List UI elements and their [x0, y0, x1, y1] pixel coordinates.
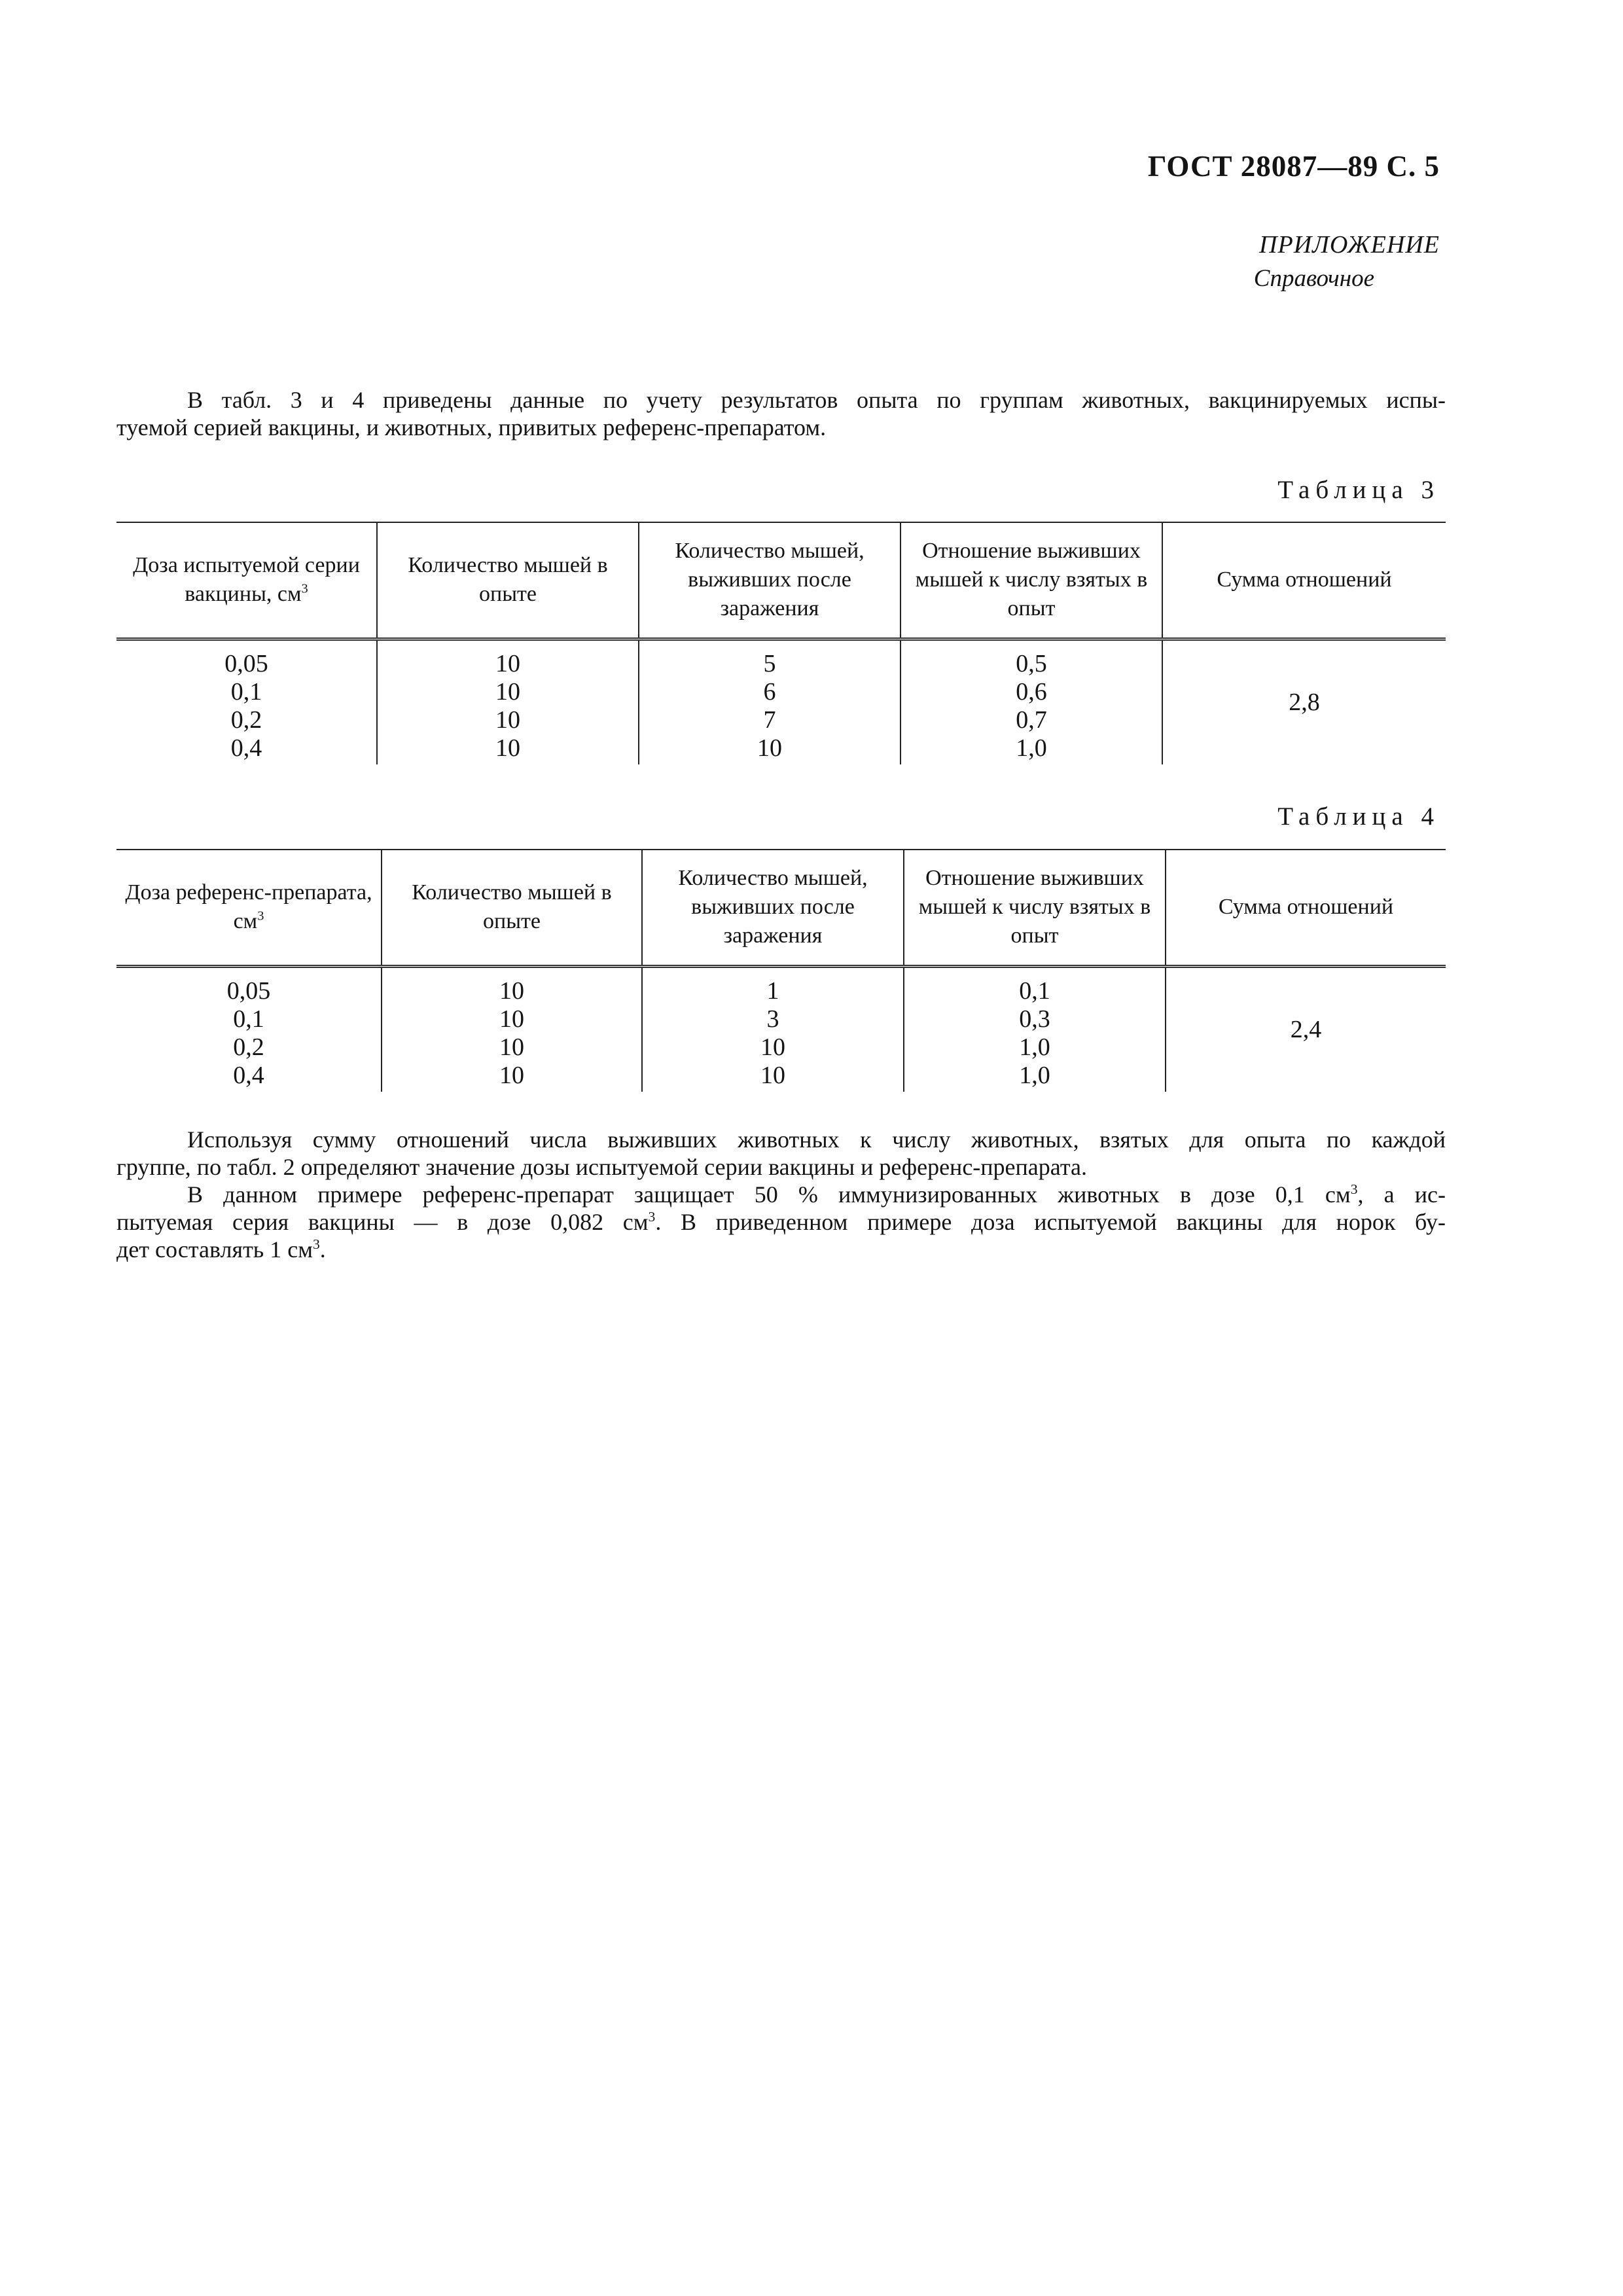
table-cell: 0,1 [1019, 977, 1050, 1005]
conclusion-text [116, 1126, 1446, 1263]
table4-header-ratio: Отношение выживших мышей к числу взятых в опыт [904, 850, 1166, 966]
table3-header-ratio: Отношение выживших мышей к числу взятых в опыт [901, 522, 1162, 639]
table-cell: 5 [763, 649, 776, 677]
appendix-sublabel: Справочное [1253, 265, 1374, 292]
table4-dose-column [116, 966, 382, 1092]
table-cell: 10 [757, 734, 782, 762]
table4-header-row [116, 850, 1446, 966]
table4-header-mice: Количество мышей в опыте [382, 850, 642, 966]
table3-survived-column [639, 639, 901, 764]
table4-header-sum: Сумма отношений [1166, 850, 1446, 966]
table-cell: 10 [499, 1005, 524, 1033]
table-cell: 10 [495, 649, 520, 677]
table-cell: 0,3 [1019, 1005, 1050, 1033]
table3-header-mice: Количество мышей в опыте [377, 522, 639, 639]
intro-line-1: В табл. 3 и 4 приведены данные по учету результатов опыта по группам животных, вакцинируемых испы- [187, 387, 1446, 413]
table-cell: 10 [499, 1033, 524, 1061]
table-4 [116, 849, 1446, 1092]
table3-header-row [116, 522, 1446, 639]
table-cell: 1,0 [1016, 734, 1047, 762]
table4-header-dose: Доза референс-препарата, $см^3$ [116, 850, 382, 966]
table-cell: 10 [495, 706, 520, 734]
conclusion-p2-line-1: В данном примере референс-препарат защищает 50 % иммунизированных животных в дозе 0,1 $см^3$, а ис- [187, 1181, 1446, 1208]
conclusion-p1-line-2: группе, по табл. 2 определяют значение дозы испытуемой серии вакцины и референс-препарата. [116, 1154, 1087, 1180]
table3-mice-column [377, 639, 639, 764]
table-cell: 6 [763, 677, 776, 706]
table-cell: 10 [495, 734, 520, 762]
table3-sum-cell: 2,8 [1162, 639, 1446, 764]
table-cell: 0,05 [224, 649, 268, 677]
conclusion-p2-line-3: дет составлять 1 $см^3$. [116, 1236, 326, 1263]
table3-header-survived: Количество мышей, выживших после заражения [639, 522, 901, 639]
table3-ratio-column [901, 639, 1162, 764]
table3-header-dose: Доза испытуемой серии вакцины, $см^3$ [116, 522, 377, 639]
table-cell: 0,1 [233, 1005, 264, 1033]
table-cell: 1 [766, 977, 779, 1005]
table-cell: 10 [760, 1033, 785, 1061]
conclusion-p1-line-1: Используя сумму отношений числа выживших животных к числу животных, взятых для опыта по каждой [187, 1126, 1446, 1153]
table4-ratio-column [904, 966, 1166, 1092]
table-cell: 1,0 [1019, 1033, 1050, 1061]
table-cell: 0,4 [230, 734, 262, 762]
table4-survived-column [642, 966, 904, 1092]
table-cell: 0,2 [230, 706, 262, 734]
table-cell: 7 [763, 706, 776, 734]
table-cell: 10 [499, 1061, 524, 1089]
table-cell: 0,5 [1016, 649, 1047, 677]
table-cell: 10 [495, 677, 520, 706]
table-cell: 0,7 [1016, 706, 1047, 734]
table-cell: 0,1 [230, 677, 262, 706]
table-cell: 3 [766, 1005, 779, 1033]
table-cell: 10 [760, 1061, 785, 1089]
table-cell: 1,0 [1019, 1061, 1050, 1089]
intro-line-2: туемой серией вакцины, и животных, привитых референс-препаратом. [116, 414, 827, 440]
table3-body-row [116, 639, 1446, 764]
table-3 [116, 522, 1446, 764]
table4-header-survived: Количество мышей, выживших после заражения [642, 850, 904, 966]
table-cell: 0,05 [226, 977, 271, 1005]
table3-dose-column [116, 639, 377, 764]
table4-body-row [116, 966, 1446, 1092]
table-cell: 0,6 [1016, 677, 1047, 706]
table-cell: 10 [499, 977, 524, 1005]
table4-caption: Таблица 4 [1277, 802, 1440, 831]
intro-paragraph [116, 386, 1446, 441]
conclusion-p2-line-2: пытуемая серия вакцины — в дозе 0,082 $см^3$. В приведенном примере доза испытуемой вакцины для норок бу- [116, 1209, 1446, 1235]
table-cell: 0,4 [233, 1061, 264, 1089]
table4-mice-column [382, 966, 642, 1092]
table-cell: 0,2 [233, 1033, 264, 1061]
document-header: ГОСТ 28087—89 С. 5 [1147, 150, 1440, 183]
appendix-label: ПРИЛОЖЕНИЕ [1259, 231, 1440, 259]
table4-sum-cell: 2,4 [1166, 966, 1446, 1092]
table3-caption: Таблица 3 [1277, 476, 1440, 504]
table3-header-sum: Сумма отношений [1162, 522, 1446, 639]
